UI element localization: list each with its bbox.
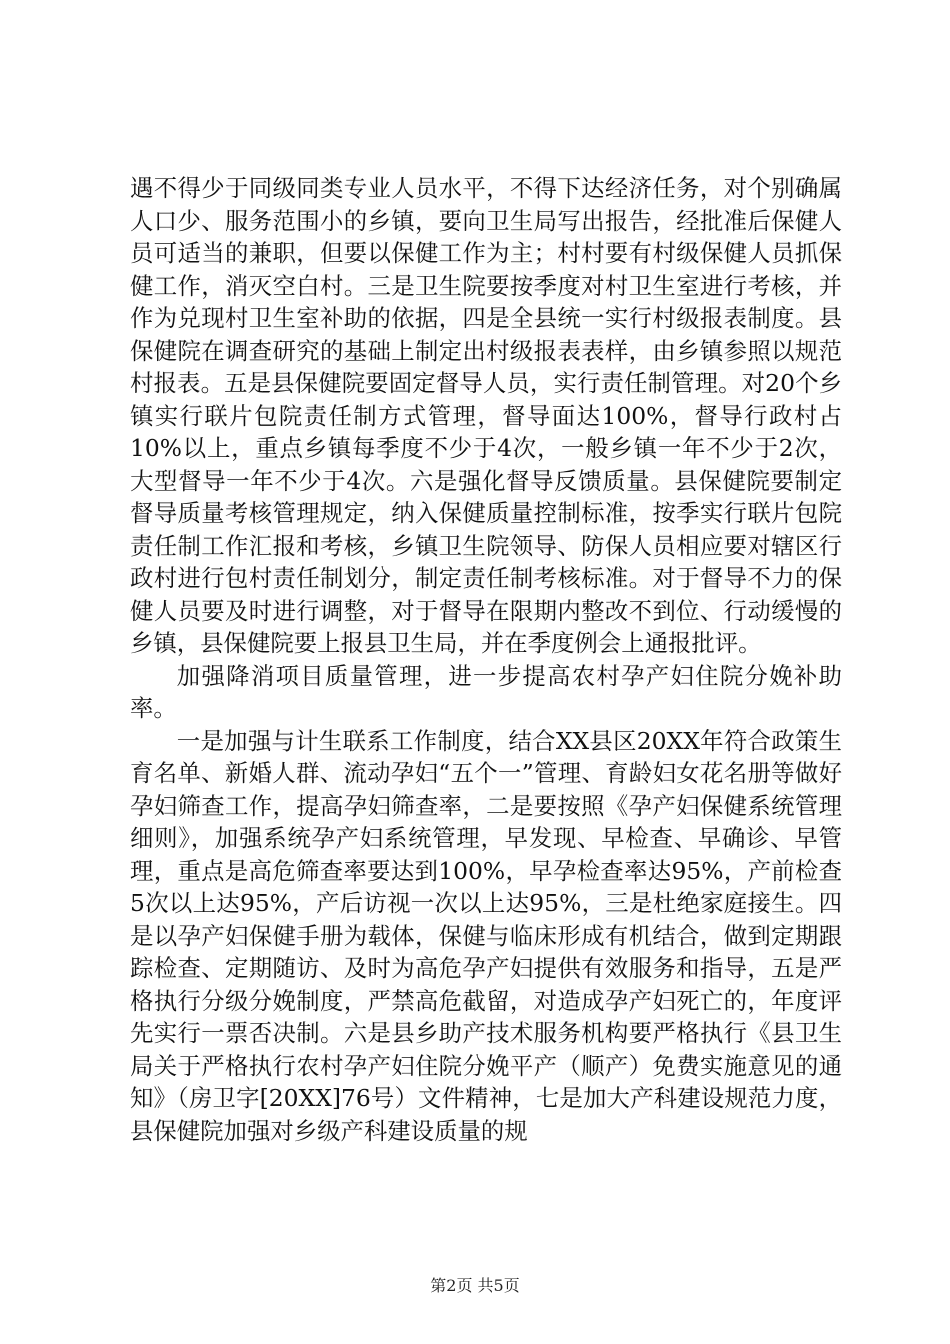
- paragraph-2-heading: 加强降消项目质量管理，进一步提高农村孕产妇住院分娩补助率。: [130, 661, 842, 722]
- paragraph-1: 遇不得少于同级同类专业人员水平，不得下达经济任务，对个别确属人口少、服务范围小的乡镇，要向卫生局写出报告，经批准后保健人员可适当的兼职，但要以保健工作为主；村村要有村级保健人员抓保健工作，消灭空白村。三是卫生院要按季度对村卫生室进行考核，并作为兑现村卫生室补助的依据，四是全县统一实行村级报表制度。县保健院在调查研究的基础上制定出村级报表表样，由乡镇参照以规范村报表。五是县保健院要固定督导人员，实行责任制管理。对20个乡镇实行联片包院责任制方式管理，督导面达100%，督导行政村占10%以上，重点乡镇每季度不少于4次，一般乡镇一年不少于2次，大型督导一年不少于4次。六是强化督导反馈质量。县保健院要制定督导质量考核管理规定，纳入保健质量控制标准，按季实行联片包院责任制工作汇报和考核，乡镇卫生院领导、防保人员相应要对辖区行政村进行包村责任制划分，制定责任制考核标准。对于督导不力的保健人员要及时进行调整，对于督导在限期内整改不到位、行动缓慢的乡镇，县保健院要上报县卫生局，并在季度例会上通报批评。: [130, 174, 842, 657]
- paragraph-3: 一是加强与计生联系工作制度，结合XX县区20XX年符合政策生育名单、新婚人群、流动孕妇“五个一”管理、育龄妇女花名册等做好孕妇筛查工作，提高孕妇筛查率，二是要按照《孕产妇保健系统管理细则》，加强系统孕产妇系统管理，早发现、早检查、早确诊、早管理，重点是高危筛查率要达到100%，早孕检查率达95%，产前检查5次以上达95%，产后访视一次以上达95%，三是杜绝家庭接生。四是以孕产妇保健手册为载体，保健与临床形成有机结合，做到定期跟踪检查、定期随访、及时为高危孕产妇提供有效服务和指导，五是严格执行分级分娩制度，严禁高危截留，对造成孕产妇死亡的，年度评先实行一票否决制。六是县乡助产技术服务机构要严格执行《县卫生局关于严格执行农村孕产妇住院分娩平产（顺产）免费实施意见的通知》（房卫字[20XX]76号）文件精神，七是加大产科建设规范力度，县保健院加强对乡级产科建设质量的规: [130, 726, 842, 1145]
- page-number-footer: 第2页 共5页: [430, 1276, 520, 1295]
- document-body: [130, 172, 842, 1147]
